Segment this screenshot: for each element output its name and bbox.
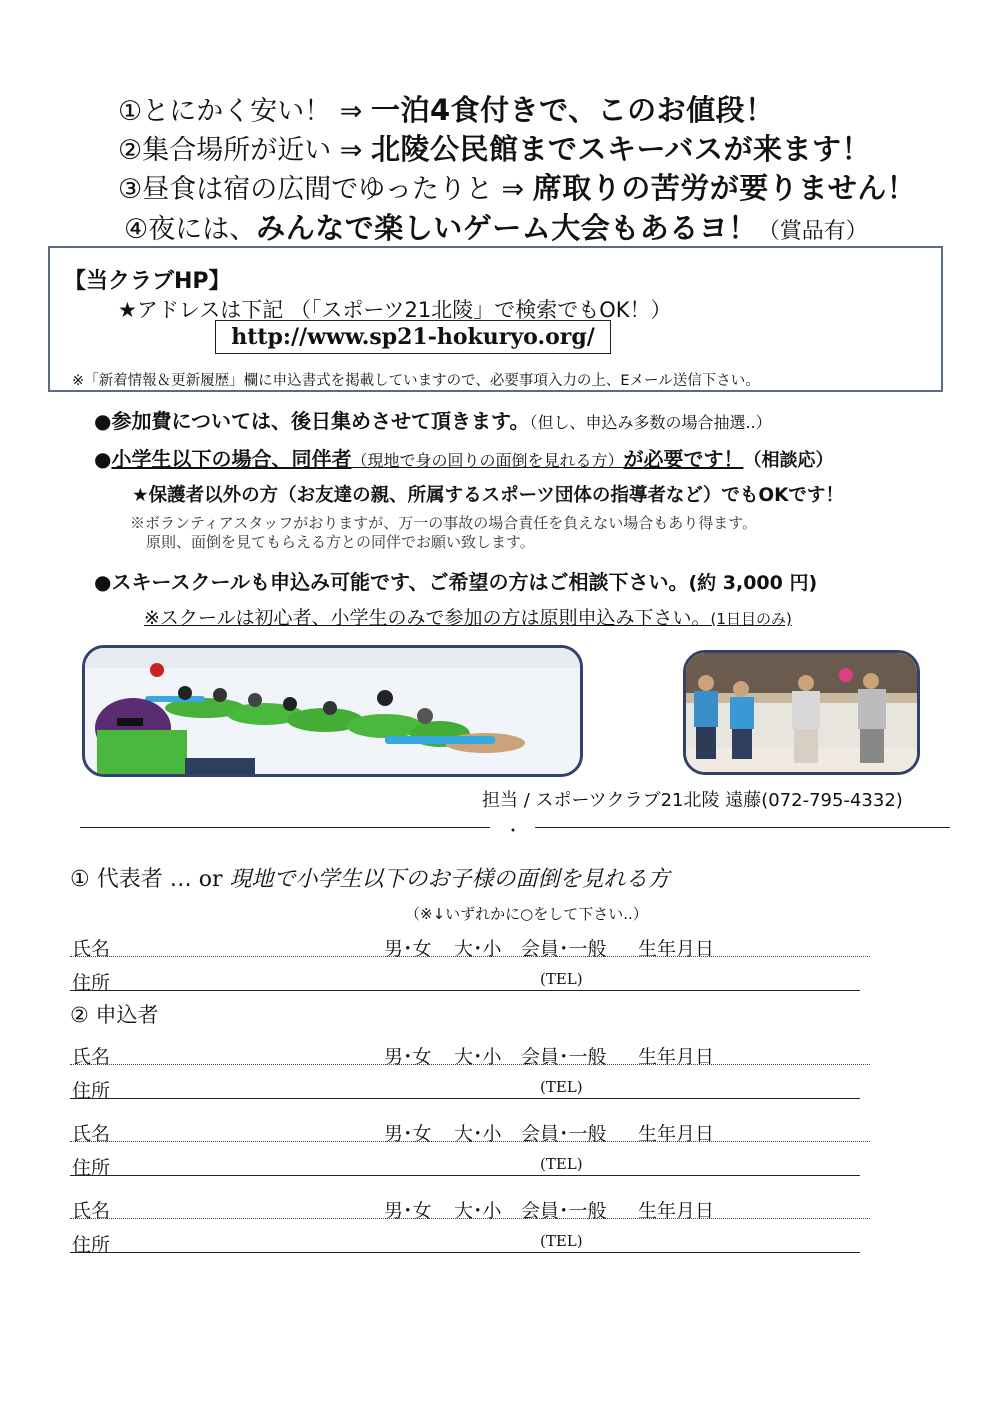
- ski-school-note-main: ※スクールは初心者、小学生のみで参加の方は原則申込み下さい。: [144, 607, 711, 629]
- applicant-2-birthday-label: 生年月日: [638, 1123, 715, 1145]
- ski-school-main: ●スキースクールも申込み可能です、ご希望の方はご相談下さい。: [94, 570, 689, 594]
- applicant-1-birthday-label: 生年月日: [638, 1046, 715, 1068]
- rep-tel-label: (TEL): [540, 970, 583, 988]
- form-instruction: （※↓いずれかに○をして下さい..）: [405, 905, 648, 923]
- fee-notice-main: ●参加費については、後日集めさせて頂きます。: [94, 409, 530, 433]
- rep-gender-option[interactable]: 男･女: [384, 938, 432, 960]
- applicant-1-name-label: 氏名: [72, 1046, 111, 1068]
- volunteer-note-2: 原則、面倒を見てもらえる方との同伴でお願い致します。: [146, 533, 535, 551]
- point-1: [118, 88, 775, 129]
- applicant-1-age-option[interactable]: 大･小: [454, 1046, 502, 1068]
- applicant-3-address-line[interactable]: [70, 1252, 860, 1253]
- contact-info: 担当 / スポーツクラブ21北陵 遠藤(072-795-4332): [482, 790, 903, 811]
- point-3-highlight: 席取りの苦労が要りません！: [532, 171, 917, 205]
- applicant-3-name-line[interactable]: [70, 1218, 870, 1219]
- club-hp-address-line: ★アドレスは下記 （「スポーツ21北陵」で検索でもOK！）: [118, 298, 672, 322]
- applicant-2-age-option[interactable]: 大･小: [454, 1123, 502, 1145]
- club-hp-note: ※「新着情報＆更新履歴」欄に申込書式を掲載していますので、必要事項入力の上、Eメール送信下さい。: [72, 373, 760, 389]
- rep-age-option[interactable]: 大･小: [454, 938, 502, 960]
- point-4: [124, 206, 868, 247]
- representative-title: ① 代表者 …: [70, 867, 199, 892]
- cut-line-left: [80, 827, 490, 828]
- applicant-2-gender-option[interactable]: 男･女: [384, 1123, 432, 1145]
- applicant-3-member-option[interactable]: 会員･一般: [521, 1200, 607, 1222]
- point-4-suffix: （賞品有）: [757, 219, 868, 244]
- child-notice-required: が必要です！: [623, 447, 744, 471]
- applicant-2-address-line[interactable]: [70, 1175, 860, 1176]
- applicant-1-address-line[interactable]: [70, 1098, 860, 1099]
- point-2-prefix: ②集合場所が近い ⇒: [118, 135, 371, 166]
- child-notice: [94, 443, 833, 472]
- applicant-3-gender-option[interactable]: 男･女: [384, 1200, 432, 1222]
- indoor-game-illustration: [686, 653, 917, 772]
- volunteer-note-1: ※ボランティアスタッフがおりますが、万一の事故の場合責任を負えない場合もあり得ます。: [130, 514, 758, 532]
- point-3: [118, 166, 916, 207]
- rep-member-option[interactable]: 会員･一般: [521, 938, 607, 960]
- point-1-highlight: 一泊4食付きで、このお値段！: [371, 93, 775, 127]
- applicant-2-member-option[interactable]: 会員･一般: [521, 1123, 607, 1145]
- applicant-1-member-option[interactable]: 会員･一般: [521, 1046, 607, 1068]
- child-notice-bullet: ●: [94, 447, 112, 471]
- applicant-3-birthday-label: 生年月日: [638, 1200, 715, 1222]
- guardian-notice: ★保護者以外の方（お友達の親、所属するスポーツ団体の指導者など）でもOKです！: [132, 485, 844, 506]
- applicant-2-address-label: 住所: [72, 1157, 111, 1179]
- point-4-highlight: みんなで楽しいゲーム大会もあるヨ！: [256, 211, 758, 245]
- point-1-prefix: ①とにかく安い！ ⇒: [118, 96, 371, 127]
- applicant-heading: ② 申込者: [70, 1003, 159, 1027]
- child-notice-companion: 小学生以下の場合、同伴者: [111, 447, 352, 471]
- cut-line-dot: ・: [505, 821, 522, 840]
- applicant-2-name-label: 氏名: [72, 1123, 111, 1145]
- photo-sledding: [82, 645, 583, 777]
- club-hp-url[interactable]: http://www.sp21-hokuryo.org/: [215, 320, 611, 354]
- applicant-3-address-label: 住所: [72, 1234, 111, 1256]
- rep-name-line[interactable]: [70, 956, 870, 957]
- applicant-3-name-label: 氏名: [72, 1200, 111, 1222]
- applicant-2-tel-label: (TEL): [540, 1155, 583, 1173]
- photo-indoor-game: [683, 650, 920, 775]
- rep-address-label: 住所: [72, 972, 111, 994]
- representative-desc: 現地で小学生以下のお子様の面倒を見れる方: [222, 867, 670, 892]
- ski-school-notice: [94, 566, 817, 595]
- rep-address-line[interactable]: [70, 990, 860, 991]
- ski-school-price: (約 3,000 円): [688, 572, 818, 594]
- applicant-1-gender-option[interactable]: 男･女: [384, 1046, 432, 1068]
- point-3-prefix: ③昼食は宿の広間でゆったりと ⇒: [118, 174, 533, 205]
- applicant-3-age-option[interactable]: 大･小: [454, 1200, 502, 1222]
- sledding-illustration: [85, 648, 580, 774]
- club-hp-heading: 【当クラブHP】: [64, 269, 231, 294]
- rep-birthday-label: 生年月日: [638, 938, 715, 960]
- rep-name-label: 氏名: [72, 938, 111, 960]
- child-notice-detail: （現地で身の回りの面倒を見れる方）: [351, 451, 624, 470]
- applicant-1-tel-label: (TEL): [540, 1078, 583, 1096]
- cut-line-right: [535, 827, 950, 828]
- point-2: [118, 127, 871, 168]
- applicant-3-tel-label: (TEL): [540, 1232, 583, 1250]
- fee-notice: [94, 405, 772, 434]
- ski-school-note-sub: (1日目のみ): [710, 610, 792, 628]
- point-2-highlight: 北陵公民館までスキーバスが来ます！: [371, 132, 872, 166]
- representative-heading: [70, 862, 669, 893]
- applicant-1-address-label: 住所: [72, 1080, 111, 1102]
- applicant-2-name-line[interactable]: [70, 1141, 870, 1142]
- applicant-1-name-line[interactable]: [70, 1064, 870, 1065]
- fee-notice-sub: （但し、申込み多数の場合抽選..）: [529, 413, 772, 432]
- child-notice-consult: （相談応）: [743, 450, 834, 471]
- ski-school-note: [144, 603, 792, 630]
- representative-or: or: [198, 867, 223, 892]
- point-4-prefix: ④夜には、: [124, 214, 257, 245]
